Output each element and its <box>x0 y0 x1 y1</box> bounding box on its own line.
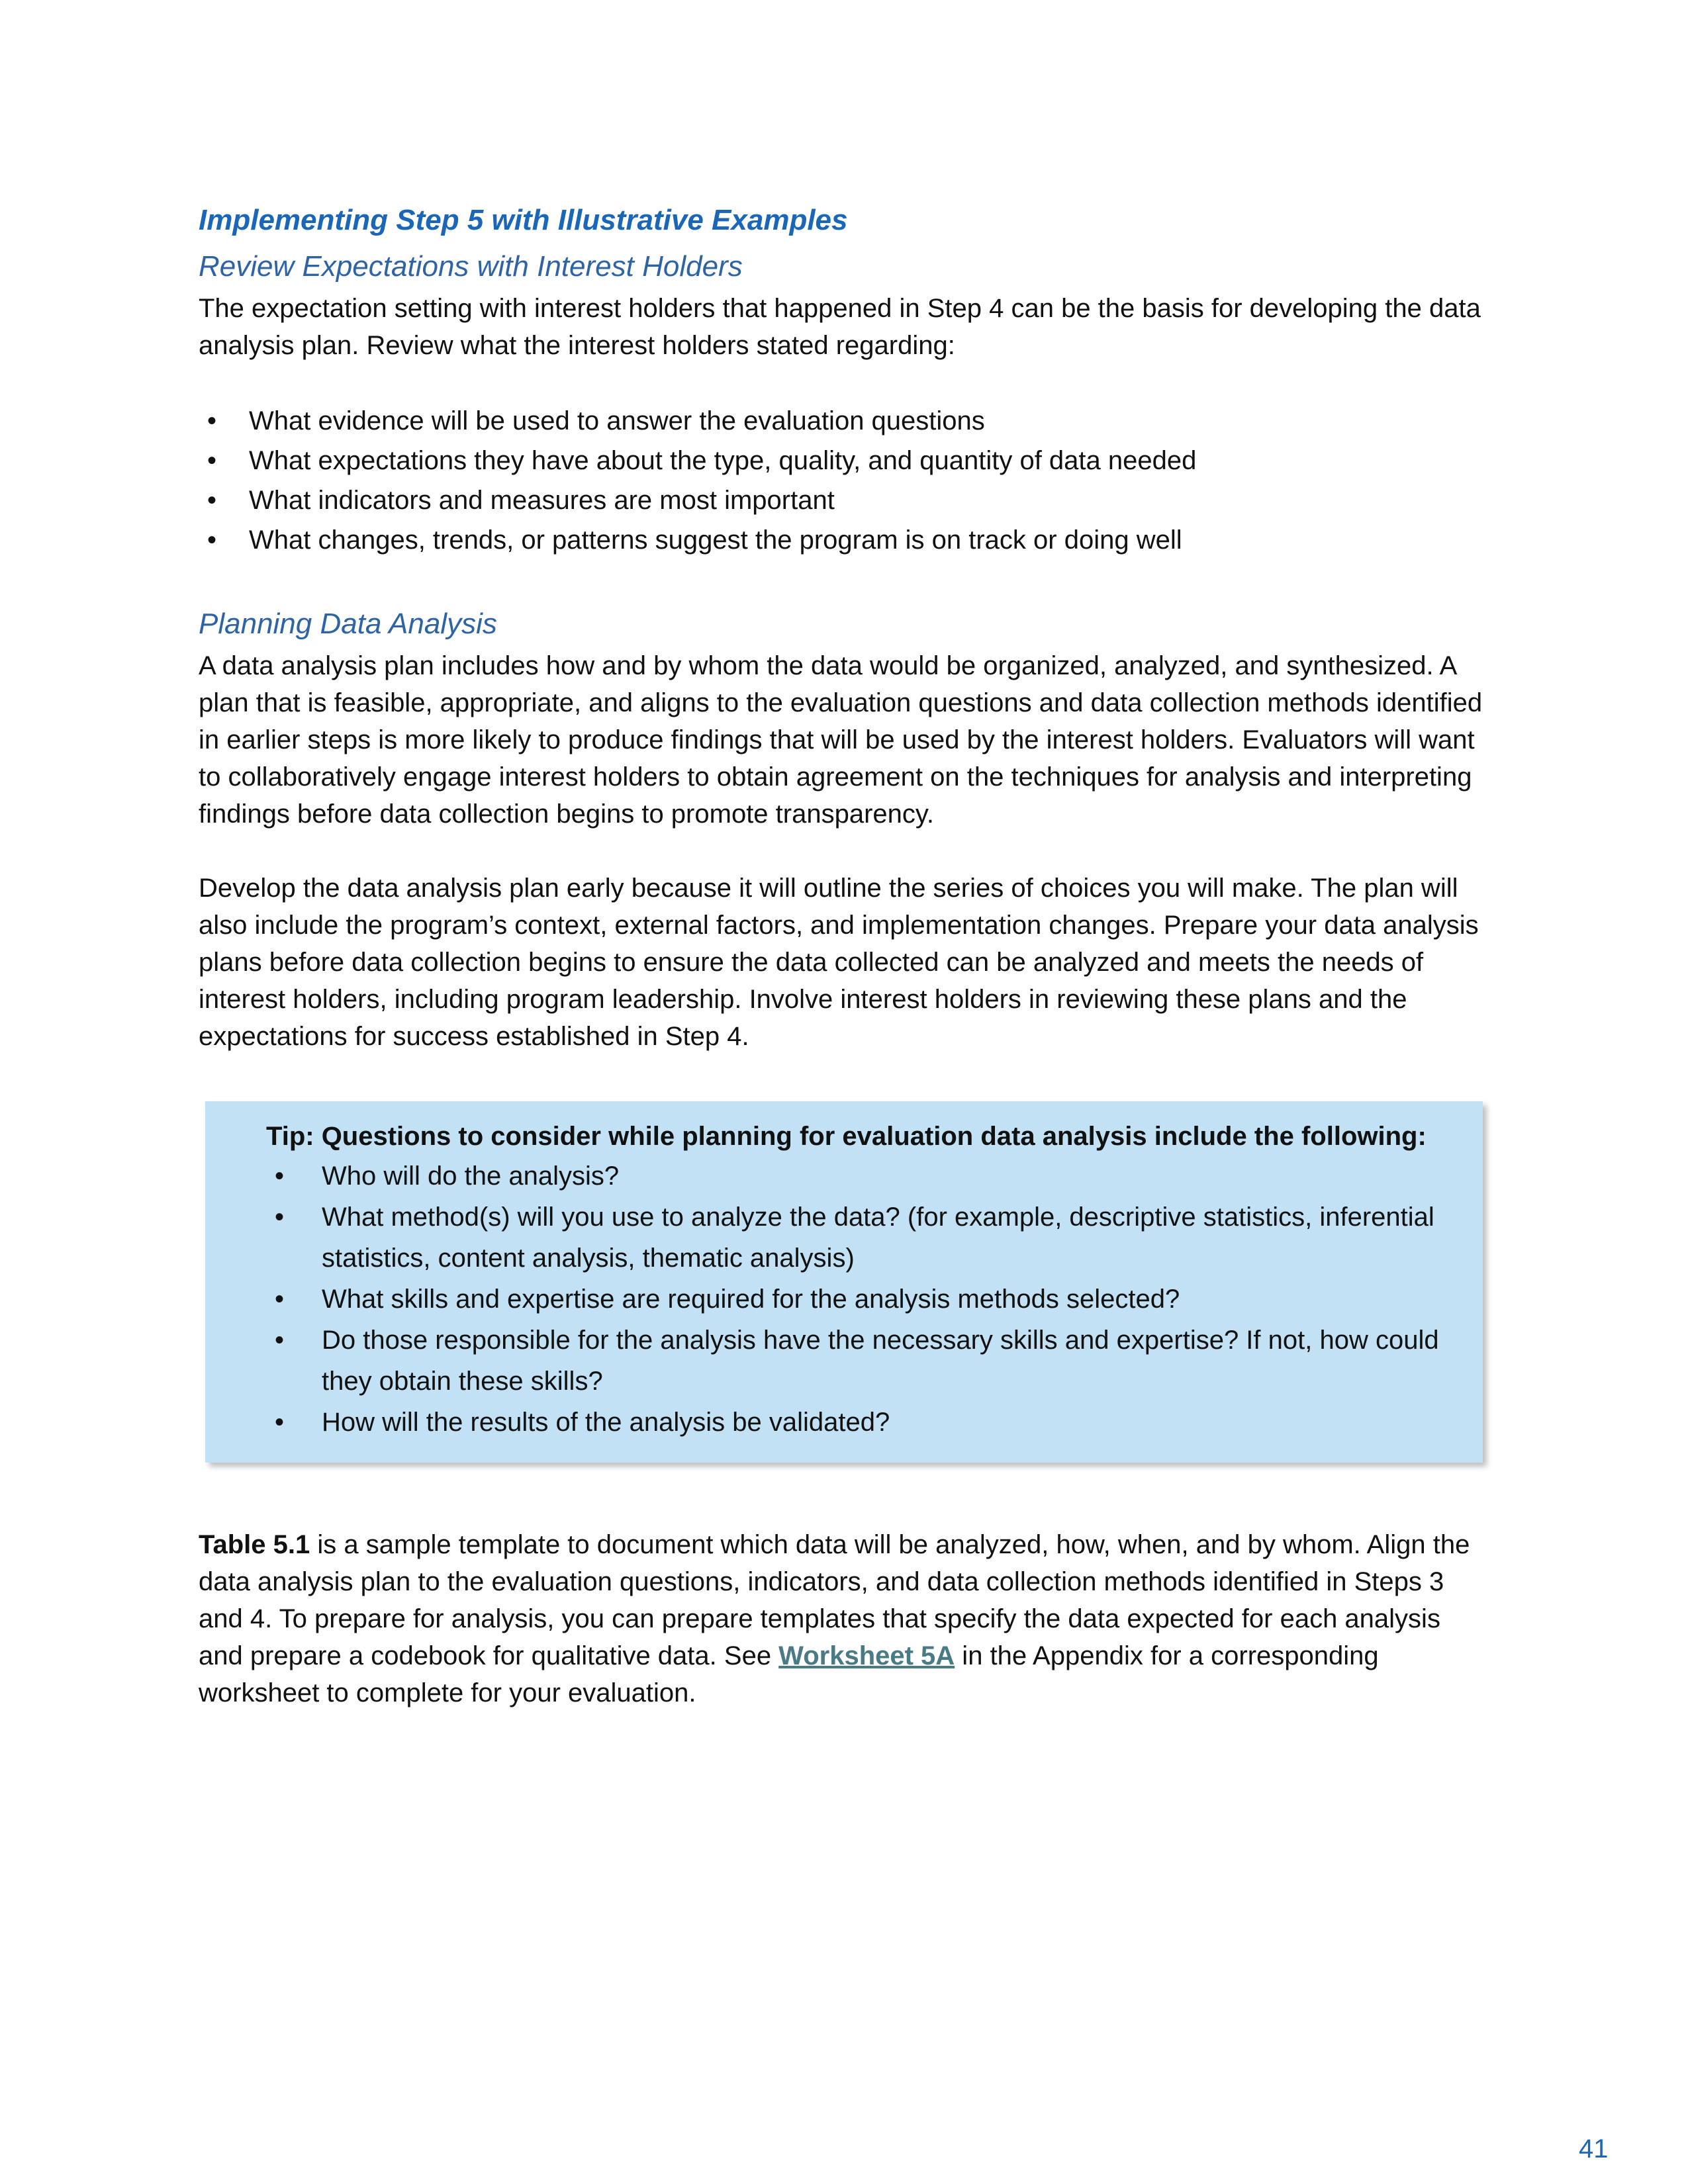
document-page <box>199 197 1489 1711</box>
planning-paragraph-2: Develop the data analysis plan early because it will outline the series of choices you will make. The plan will also include the program’s context, external factors, and implementation changes. Prepare your data analysis plans before data collection begins to ensure the data collected can be analyzed and meets the needs of interest holders, including program leadership. Involve interest holders in reviewing these plans and the expectations for success established in Step 4. <box>199 874 1479 1051</box>
list-item: • Who will do the analysis? <box>266 1156 1483 1197</box>
review-bullet-list <box>199 401 1489 560</box>
bullet-icon: • <box>274 1408 284 1437</box>
section-heading: Implementing Step 5 with Illustrative Examples <box>199 204 848 236</box>
bullet-icon: • <box>207 446 216 475</box>
planning-paragraph-1: A data analysis plan includes how and by whom the data would be organized, analyzed, and synthesized. A plan that is feasible, appropriate, and aligns to the evaluation questions and data collection methods identified in earlier steps is more likely to produce findings that will be used by the interest holders. Evaluators will want to collaboratively engage interest holders to obtain agreement on the techniques for analysis and interpreting findings before data collection begins to promote transparency. <box>199 651 1483 829</box>
bullet-icon: • <box>207 406 216 435</box>
subheading-review: Review Expectations with Interest Holders <box>199 250 743 283</box>
subheading-planning: Planning Data Analysis <box>199 608 497 640</box>
bullet-icon: • <box>207 525 216 555</box>
tip-question-list <box>205 1156 1483 1443</box>
list-item: • Do those responsible for the analysis have the necessary skills and expertise? If not, how could they obtain these skills? <box>266 1320 1483 1402</box>
bullet-icon: • <box>274 1326 284 1355</box>
table-reference-paragraph: Table 5.1 is a sample template to document which data will be analyzed, how, when, and by whom. Align the data analysis plan to the evaluation questions, indicators, and data collection methods identified in Steps 3 and 4. To prepare for analysis, you can prepare templates that specify the data expected for each analysis and prepare a codebook for qualitative data. See Worksheet 5A in the Appendix for a corresponding worksheet to complete for your evaluation. <box>199 1530 1470 1707</box>
list-item: • What skills and expertise are required for the analysis methods selected? <box>266 1279 1483 1320</box>
list-item: • What indicators and measures are most important <box>199 480 1489 520</box>
bullet-icon: • <box>274 1203 284 1232</box>
list-item: • What changes, trends, or patterns suggest the program is on track or doing well <box>199 520 1489 560</box>
list-item: • What method(s) will you use to analyze the data? (for example, descriptive statistics, inferential statistics, content analysis, thematic analysis) <box>266 1197 1483 1279</box>
list-item: • What expectations they have about the type, quality, and quantity of data needed <box>199 441 1489 480</box>
review-intro-paragraph: The expectation setting with interest holders that happened in Step 4 can be the basis for developing the data analysis plan. Review what the interest holders stated regarding: <box>199 294 1481 360</box>
bullet-icon: • <box>274 1285 284 1314</box>
bullet-icon: • <box>207 486 216 515</box>
tip-heading: Tip: Questions to consider while planning for evaluation data analysis include the following: <box>266 1122 1427 1151</box>
list-item: • What evidence will be used to answer the evaluation questions <box>199 401 1489 441</box>
tip-callout-box <box>205 1101 1483 1463</box>
table-reference-label: Table 5.1 <box>199 1530 310 1559</box>
worksheet-5a-link[interactable]: Worksheet 5A <box>778 1641 955 1670</box>
page-number: 41 <box>1579 2134 1609 2163</box>
bullet-icon: • <box>274 1161 284 1191</box>
list-item: • How will the results of the analysis be validated? <box>266 1402 1483 1443</box>
